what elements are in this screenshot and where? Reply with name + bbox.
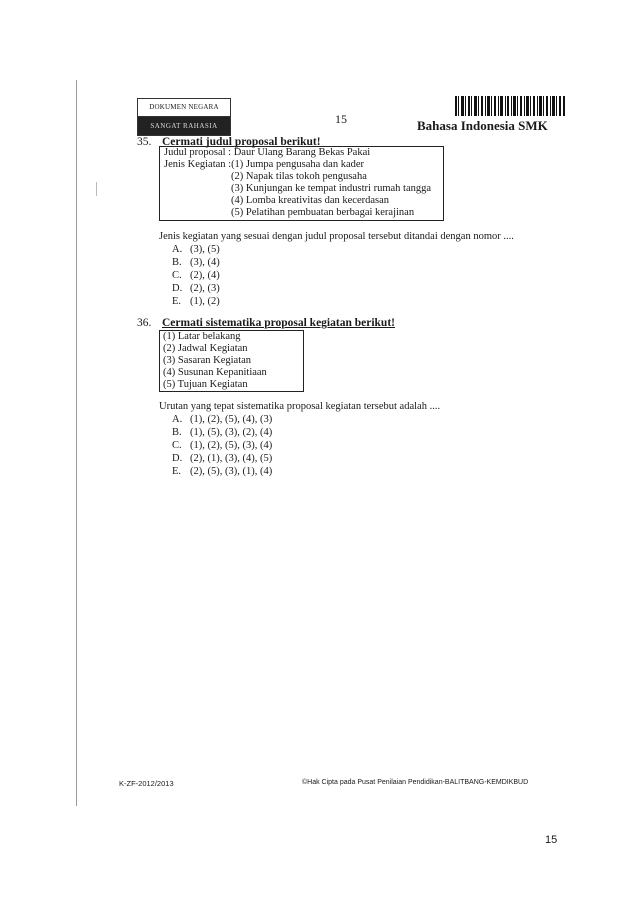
q35-title: Cermati judul proposal berikut! bbox=[162, 136, 321, 148]
option-letter: D. bbox=[172, 283, 183, 294]
option-text: (1), (5), (3), (2), (4) bbox=[190, 427, 273, 438]
option-text: (2), (1), (3), (4), (5) bbox=[190, 453, 273, 464]
q35-box-line: (2) Napak tilas tokoh pengusaha bbox=[231, 171, 367, 182]
q36-number: 36. bbox=[137, 317, 152, 329]
q35-box-line: (4) Lomba kreativitas dan kecerdasan bbox=[231, 195, 390, 206]
option-letter: C. bbox=[172, 440, 182, 451]
q36-box-line: (5) Tujuan Kegiatan bbox=[163, 379, 248, 390]
q35-option-b[interactable] bbox=[172, 257, 220, 268]
classification-stamp bbox=[137, 98, 231, 136]
option-text: (2), (4) bbox=[190, 270, 220, 281]
scan-margin-line bbox=[76, 80, 77, 806]
subject-title: Bahasa Indonesia SMK bbox=[417, 118, 548, 133]
q36-box-line: (1) Latar belakang bbox=[163, 331, 241, 342]
exam-code: K-ZF-2012/2013 bbox=[119, 779, 174, 788]
q35-box-line: (3) Kunjungan ke tempat industri rumah tangga bbox=[231, 183, 432, 194]
q35-box-line: (5) Pelatihan pembuatan berbagai kerajinan bbox=[231, 207, 415, 218]
q36-title: Cermati sistematika proposal kegiatan berikut! bbox=[162, 317, 395, 329]
option-letter: E. bbox=[172, 466, 182, 477]
outer-page-number: 15 bbox=[545, 834, 558, 846]
option-letter: B. bbox=[172, 427, 182, 438]
q36-option-d[interactable] bbox=[172, 453, 272, 464]
q35-option-e[interactable] bbox=[172, 296, 220, 307]
option-text: (1), (2) bbox=[190, 296, 220, 307]
q35-option-a[interactable] bbox=[172, 244, 220, 255]
option-text: (2), (5), (3), (1), (4) bbox=[190, 466, 273, 477]
copyright-notice: ©Hak Cipta pada Pusat Penilaian Pendidikan-BALITBANG-KEMDIKBUD bbox=[302, 779, 529, 786]
stamp-top-label: DOKUMEN NEGARA bbox=[138, 99, 230, 117]
q36-option-e[interactable] bbox=[172, 466, 272, 477]
q36-option-c[interactable] bbox=[172, 440, 272, 451]
q36-option-a[interactable] bbox=[172, 414, 272, 425]
q35-option-c[interactable] bbox=[172, 270, 220, 281]
q35-box-line: Judul proposal : Daur Ulang Barang Bekas Pakai bbox=[164, 147, 371, 158]
option-letter: A. bbox=[172, 414, 183, 425]
option-text: (3), (4) bbox=[190, 257, 220, 268]
q36-option-b[interactable] bbox=[172, 427, 272, 438]
q36-box-line: (3) Sasaran Kegiatan bbox=[163, 355, 252, 366]
q35-question: Jenis kegiatan yang sesuai dengan judul proposal tersebut ditandai dengan nomor .... bbox=[159, 231, 514, 242]
q35-box-line: Jenis Kegiatan :(1) Jumpa pengusaha dan kader bbox=[164, 159, 365, 170]
option-letter: A. bbox=[172, 244, 183, 255]
option-letter: E. bbox=[172, 296, 182, 307]
option-text: (2), (3) bbox=[190, 283, 220, 294]
q35-number: 35. bbox=[137, 136, 152, 148]
scan-mark bbox=[96, 182, 97, 196]
stamp-bottom-label: SANGAT RAHASIA bbox=[138, 117, 230, 135]
q35-option-d[interactable] bbox=[172, 283, 220, 294]
option-text: (3), (5) bbox=[190, 244, 220, 255]
barcode-icon bbox=[455, 96, 565, 116]
q36-question: Urutan yang tepat sistematika proposal kegiatan tersebut adalah .... bbox=[159, 401, 441, 412]
option-letter: B. bbox=[172, 257, 182, 268]
page-number: 15 bbox=[335, 112, 347, 126]
q36-box-line: (4) Susunan Kepanitiaan bbox=[163, 367, 267, 378]
option-text: (1), (2), (5), (4), (3) bbox=[190, 414, 273, 425]
option-letter: C. bbox=[172, 270, 182, 281]
q35-proposal-box bbox=[159, 146, 444, 221]
q36-box-line: (2) Jadwal Kegiatan bbox=[163, 343, 248, 354]
option-letter: D. bbox=[172, 453, 183, 464]
q36-sistematika-box bbox=[159, 330, 304, 392]
option-text: (1), (2), (5), (3), (4) bbox=[190, 440, 273, 451]
